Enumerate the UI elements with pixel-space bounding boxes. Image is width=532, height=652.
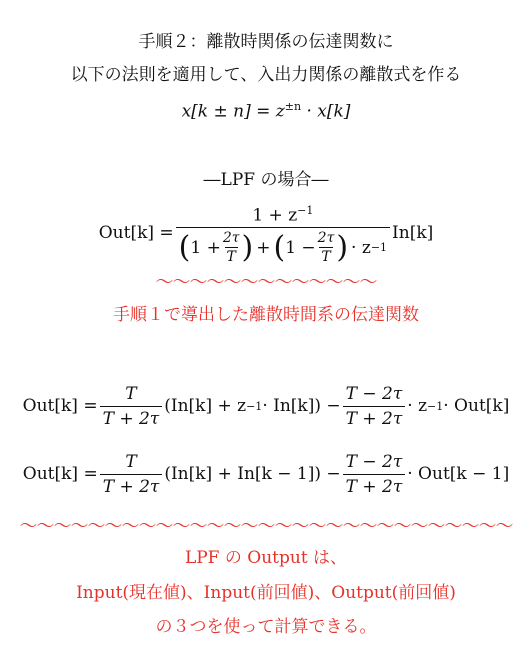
rule-rhs: · x[k] xyxy=(301,101,351,122)
eq1-den-one-a: 1 + xyxy=(190,237,221,258)
conclusion-line-1: LPF の Output は、 xyxy=(184,548,348,568)
eq3-lhs: Out[k] = xyxy=(22,464,98,484)
eq1-denominator xyxy=(176,227,390,265)
eq3-tail: · Out[k − 1] xyxy=(407,464,510,484)
eq1-small-frac-b xyxy=(316,230,337,265)
eq1-den-tail: · z xyxy=(351,237,371,258)
eq1-numerator-text: 1 + z xyxy=(252,205,298,226)
eq1-numerator xyxy=(249,201,316,228)
eq1-paren-open-1: ( xyxy=(178,229,191,265)
eq3-f1-num: T xyxy=(125,451,137,472)
eq1-lhs: Out[k] = xyxy=(98,223,174,243)
eq1-rhs: In[k] xyxy=(392,223,434,243)
rule-sup: ±n xyxy=(284,100,302,113)
conclusion-line-2: Input(現在値)、Input(前回値)、Output(前回値) xyxy=(76,583,456,603)
eq1-frac-a-den: T xyxy=(226,249,236,266)
eq1-frac-b-den: T xyxy=(321,249,331,266)
eq2-tail-sup: −1 xyxy=(427,399,444,413)
eq1-paren-close-2: ) xyxy=(336,229,349,265)
intro-line-1: 手順２：離散時関係の伝達関数に xyxy=(138,32,394,52)
eq1-fraction xyxy=(176,201,390,266)
step1-note: 手順１で導出した離散時間系の伝達関数 xyxy=(113,305,419,325)
eq2-f2-num: T − 2τ xyxy=(345,383,403,404)
eq1-den-one-b: 1 − xyxy=(285,237,316,258)
eq1-numerator-sup: −1 xyxy=(297,203,314,217)
difference-equation-2 xyxy=(0,446,532,502)
eq1-paren-open-2: ( xyxy=(273,229,286,265)
conclusion-line-3: の３つを使って計算できる。 xyxy=(155,617,377,637)
eq2-fraction-1 xyxy=(100,384,163,429)
eq2-mid-tail: · In[k]) − xyxy=(262,396,341,416)
eq3-f1-den: T + 2τ xyxy=(100,474,163,497)
intro-line-2: 以下の法則を適用して、入出力関係の離散式を作る xyxy=(70,65,462,85)
wavy-divider-long: ～～～～～～～～～～～～～～～～～～～～～～～～～～～～～ xyxy=(19,516,513,537)
eq3-fraction-2 xyxy=(343,452,406,497)
eq2-tail-end: · Out[k] xyxy=(443,396,510,416)
wavy-underline-short: ～～～～～～～～～～～～～ xyxy=(155,272,377,293)
eq1-small-frac-a xyxy=(221,230,242,265)
eq2-tail: · z xyxy=(407,396,428,416)
eq1-den-plus: + xyxy=(256,237,271,258)
eq2-f1-num: T xyxy=(125,383,137,404)
eq2-lhs: Out[k] = xyxy=(22,396,98,416)
difference-equation-1 xyxy=(0,378,532,434)
eq3-fraction-1 xyxy=(100,452,163,497)
lpf-header: ―LPF の場合― xyxy=(203,170,329,190)
eq1-frac-a-num: 2τ xyxy=(222,230,240,247)
eq2-fraction-2 xyxy=(343,384,406,429)
transfer-function-equation xyxy=(0,196,532,270)
eq2-f1-den: T + 2τ xyxy=(100,406,163,429)
eq3-mid: (In[k] + In[k − 1]) − xyxy=(164,464,341,484)
eq2-mid: (In[k] + z xyxy=(164,396,247,416)
eq2-f2-den: T + 2τ xyxy=(343,406,406,429)
eq3-f2-num: T − 2τ xyxy=(345,451,403,472)
eq1-den-tail-sup: −1 xyxy=(370,240,388,254)
eq1-paren-close-1: ) xyxy=(241,229,254,265)
rule-lhs: x[k ± n] = z xyxy=(181,101,285,122)
discretization-rule xyxy=(0,100,532,122)
eq1-frac-b-num: 2τ xyxy=(317,230,335,247)
eq3-f2-den: T + 2τ xyxy=(343,474,406,497)
eq2-mid-sup: −1 xyxy=(246,399,263,413)
